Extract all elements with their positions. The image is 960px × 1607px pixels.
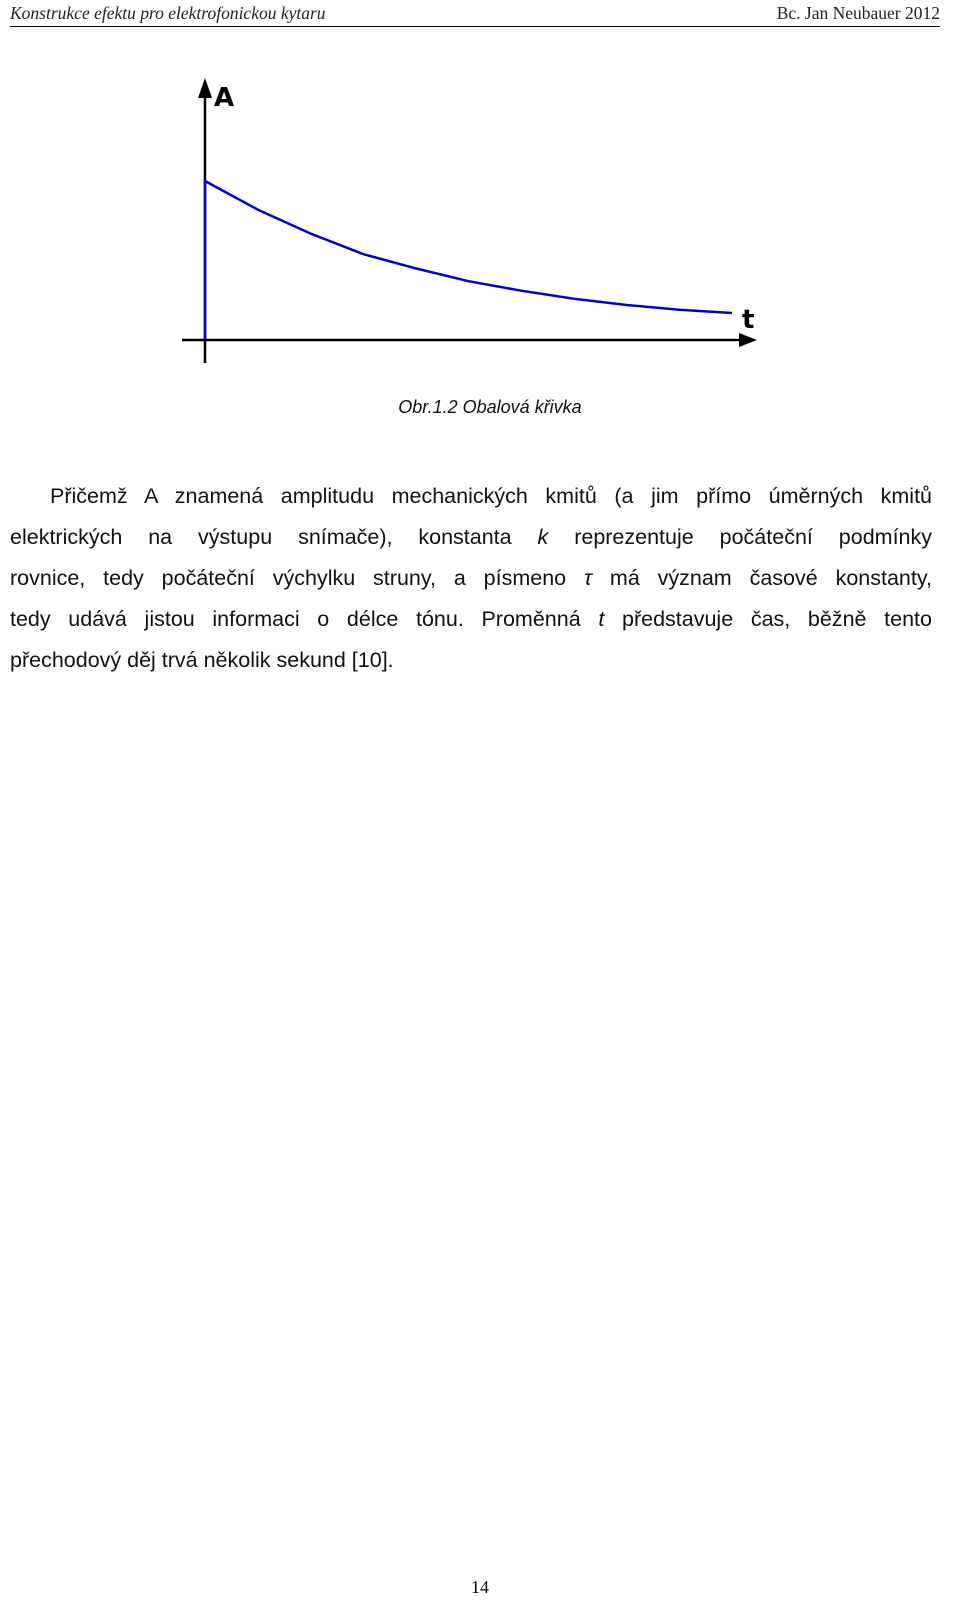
paragraph-line-5: přechodový děj trvá několik sekund [10].: [10, 648, 394, 672]
paragraph-line-2: [10, 517, 932, 558]
y-axis-arrow: [198, 78, 212, 98]
text-run: reprezentuje počáteční podmínky: [548, 525, 932, 549]
header-author-year: Bc. Jan Neubauer 2012: [776, 3, 940, 23]
body-paragraph: [10, 476, 932, 681]
page-number: 14: [471, 1577, 489, 1597]
x-axis-label: t: [742, 305, 755, 335]
paragraph-line-4: [10, 599, 932, 640]
symbol-t: t: [598, 607, 605, 631]
paragraph-line-3: [10, 558, 932, 599]
paragraph-line-1: Přičemž A znamená amplitudu mechanických kmitů (a jim přímo úměrných kmitů: [50, 484, 932, 508]
header-title: Konstrukce efektu pro elektrofonickou kytaru: [10, 3, 326, 23]
text-run: představuje čas, běžně tento: [604, 607, 932, 631]
text-run: tedy udává jistou informaci o délce tónu. Proměnná: [10, 607, 599, 631]
text-run: rovnice, tedy počáteční výchylku struny, a písmeno: [10, 566, 584, 590]
y-axis-label: A: [214, 83, 235, 113]
envelope-curve-line: [205, 181, 732, 340]
envelope-curve-figure: [0, 0, 960, 395]
text-run: elektrických na výstupu snímače), konstanta: [10, 525, 538, 549]
figure-caption: Obr.1.2 Obalová křivka: [398, 397, 582, 417]
text-run: má význam časové konstanty,: [592, 566, 932, 590]
x-axis-arrow: [739, 333, 757, 347]
symbol-tau: τ: [584, 566, 593, 590]
symbol-k: k: [537, 525, 549, 549]
